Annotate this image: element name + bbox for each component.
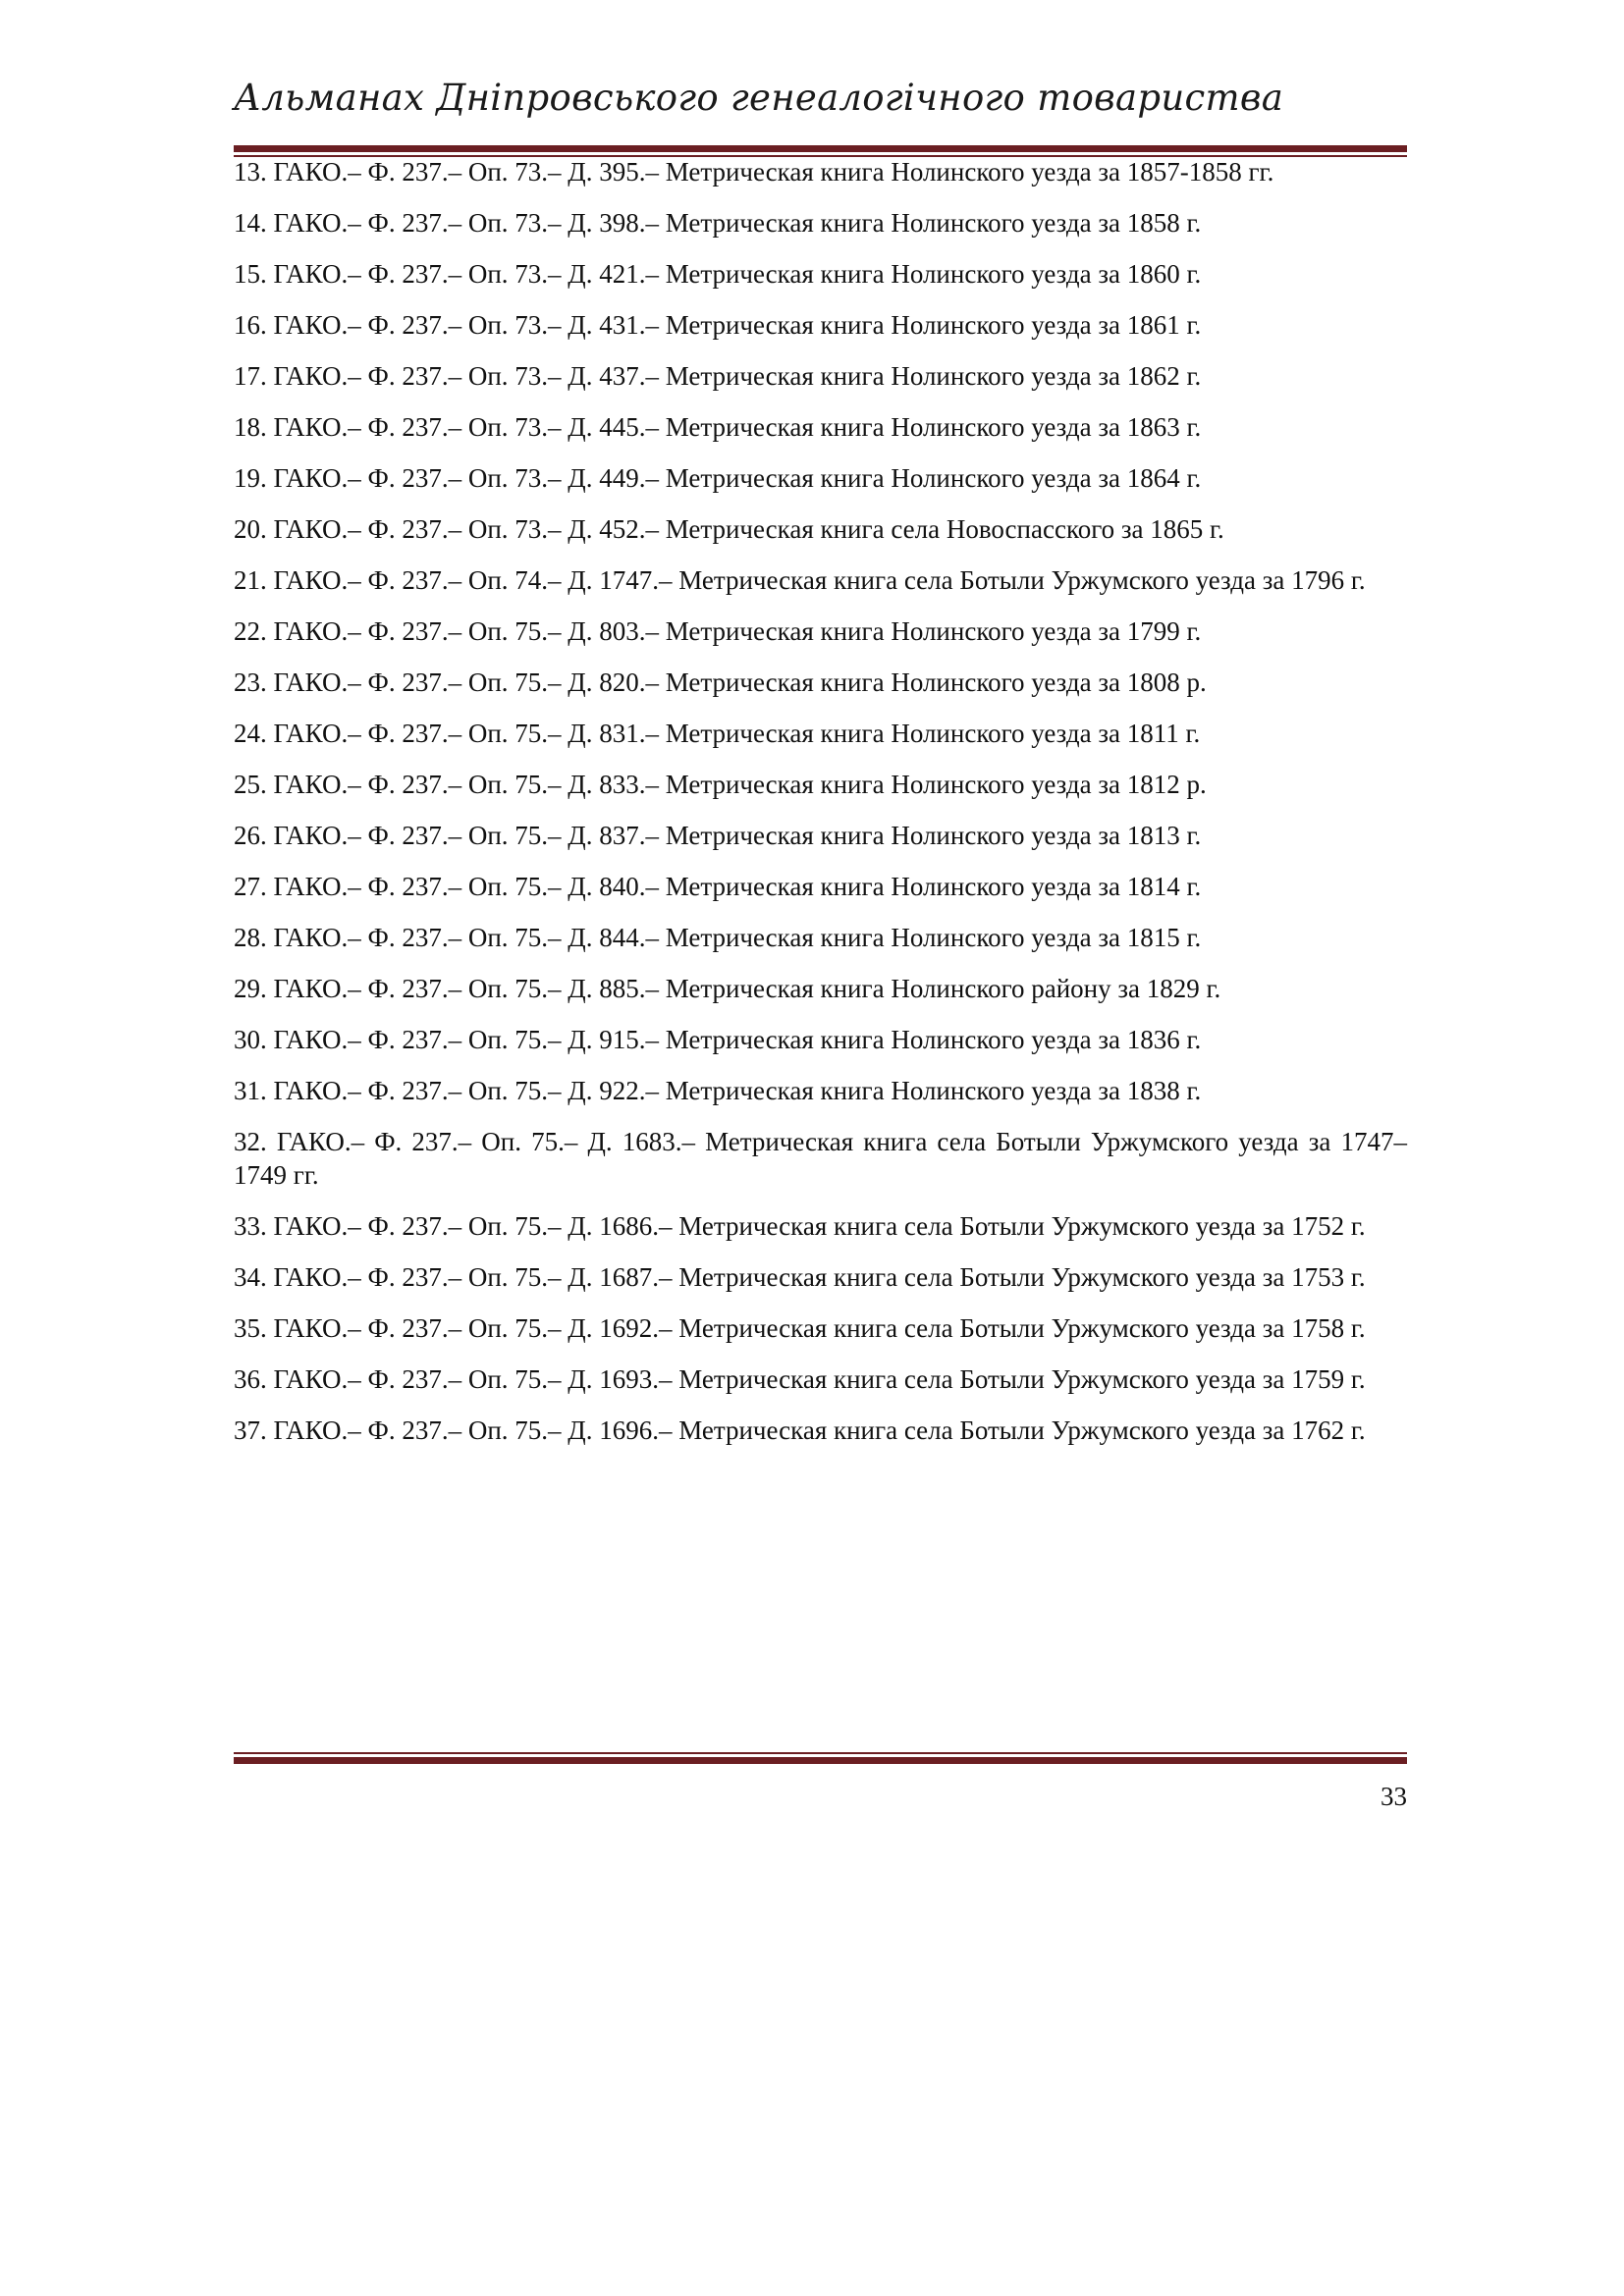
reference-item: 31. ГАКО.– Ф. 237.– Оп. 75.– Д. 922.– Метрическая книга Нолинского уезда за 1838 г. — [234, 1076, 1202, 1105]
reference-item: 35. ГАКО.– Ф. 237.– Оп. 75.– Д. 1692.– Метрическая книга села Ботыли Уржумского уезда за 1758 г. — [234, 1313, 1366, 1343]
reference-item: 22. ГАКО.– Ф. 237.– Оп. 75.– Д. 803.– Метрическая книга Нолинского уезда за 1799 г. — [234, 616, 1202, 646]
reference-item: 37. ГАКО.– Ф. 237.– Оп. 75.– Д. 1696.– Метрическая книга села Ботыли Уржумского уезда за 1762 г. — [234, 1415, 1366, 1445]
reference-item: 29. ГАКО.– Ф. 237.– Оп. 75.– Д. 885.– Метрическая книга Нолинского району за 1829 г. — [234, 974, 1221, 1003]
reference-item: 17. ГАКО.– Ф. 237.– Оп. 73.– Д. 437.– Метрическая книга Нолинского уезда за 1862 г. — [234, 361, 1202, 391]
reference-item: 30. ГАКО.– Ф. 237.– Оп. 75.– Д. 915.– Метрическая книга Нолинского уезда за 1836 г. — [234, 1025, 1202, 1054]
page-header — [234, 77, 1407, 120]
reference-item: 36. ГАКО.– Ф. 237.– Оп. 75.– Д. 1693.– Метрическая книга села Ботыли Уржумского уезда за 1759 г. — [234, 1364, 1366, 1394]
page-number: 33 — [1380, 1782, 1407, 1811]
reference-item: 34. ГАКО.– Ф. 237.– Оп. 75.– Д. 1687.– Метрическая книга села Ботыли Уржумского уезда за 1753 г. — [234, 1262, 1366, 1292]
reference-item: 28. ГАКО.– Ф. 237.– Оп. 75.– Д. 844.– Метрическая книга Нолинского уезда за 1815 г. — [234, 923, 1202, 952]
reference-item: 33. ГАКО.– Ф. 237.– Оп. 75.– Д. 1686.– Метрическая книга села Ботыли Уржумского уезда за 1752 г. — [234, 1211, 1366, 1241]
reference-item: 19. ГАКО.– Ф. 237.– Оп. 73.– Д. 449.– Метрическая книга Нолинского уезда за 1864 г. — [234, 463, 1202, 493]
reference-item: 26. ГАКО.– Ф. 237.– Оп. 75.– Д. 837.– Метрическая книга Нолинского уезда за 1813 г. — [234, 821, 1202, 850]
reference-item: 15. ГАКО.– Ф. 237.– Оп. 73.– Д. 421.– Метрическая книга Нолинского уезда за 1860 г. — [234, 259, 1202, 289]
reference-item: 23. ГАКО.– Ф. 237.– Оп. 75.– Д. 820.– Метрическая книга Нолинского уезда за 1808 р. — [234, 667, 1207, 697]
reference-item: 24. ГАКО.– Ф. 237.– Оп. 75.– Д. 831.– Метрическая книга Нолинского уезда за 1811 г. — [234, 719, 1201, 748]
almanac-title: Альманах Дніпровського генеалогічного товариства — [234, 77, 1284, 119]
reference-item: 13. ГАКО.– Ф. 237.– Оп. 73.– Д. 395.– Метрическая книга Нолинского уезда за 1857-1858 гг. — [234, 157, 1274, 187]
reference-item: 32. ГАКО.– Ф. 237.– Оп. 75.– Д. 1683.– Метрическая книга села Ботыли Уржумского уезда за 1747–1749 гг. — [234, 1127, 1407, 1190]
footer-divider — [234, 1752, 1407, 1764]
reference-list — [234, 155, 1407, 1465]
reference-item: 14. ГАКО.– Ф. 237.– Оп. 73.– Д. 398.– Метрическая книга Нолинского уезда за 1858 г. — [234, 208, 1202, 238]
reference-item: 18. ГАКО.– Ф. 237.– Оп. 73.– Д. 445.– Метрическая книга Нолинского уезда за 1863 г. — [234, 412, 1202, 442]
reference-item: 21. ГАКО.– Ф. 237.– Оп. 74.– Д. 1747.– Метрическая книга села Ботыли Уржумского уезда за 1796 г. — [234, 565, 1366, 595]
reference-item: 27. ГАКО.– Ф. 237.– Оп. 75.– Д. 840.– Метрическая книга Нолинского уезда за 1814 г. — [234, 872, 1202, 901]
reference-item: 20. ГАКО.– Ф. 237.– Оп. 73.– Д. 452.– Метрическая книга села Новоспасского за 1865 г. — [234, 514, 1224, 544]
reference-item: 16. ГАКО.– Ф. 237.– Оп. 73.– Д. 431.– Метрическая книга Нолинского уезда за 1861 г. — [234, 310, 1202, 340]
reference-item: 25. ГАКО.– Ф. 237.– Оп. 75.– Д. 833.– Метрическая книга Нолинского уезда за 1812 р. — [234, 770, 1207, 799]
